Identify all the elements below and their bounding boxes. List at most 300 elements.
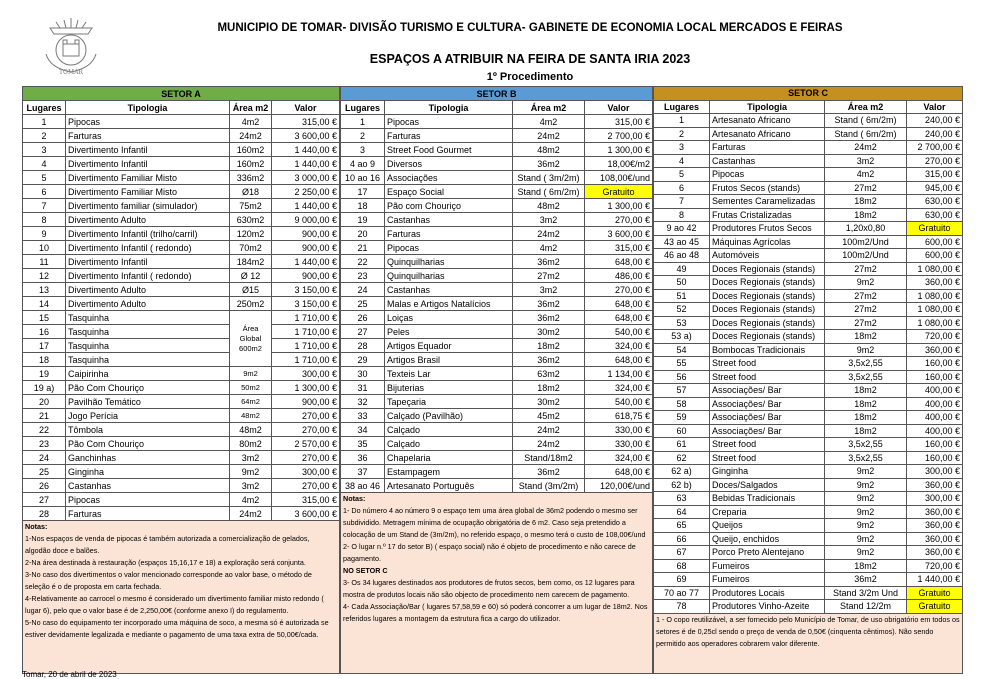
table-row [654, 303, 963, 317]
type-cell: Doces/Salgados [710, 478, 825, 492]
table-row [654, 154, 963, 168]
type-cell: Farturas [66, 507, 230, 521]
value-cell: 315,00 € [585, 115, 653, 129]
place-cell: 30 [341, 367, 385, 381]
area-cell: 18m2 [825, 411, 907, 425]
area-cell: 30m2 [513, 395, 585, 409]
table-row [654, 384, 963, 398]
table-row [23, 227, 340, 241]
place-cell: 19 [341, 213, 385, 227]
place-cell: 34 [341, 423, 385, 437]
area-cell: 36m2 [513, 297, 585, 311]
area-global-label: Área Global [239, 323, 262, 343]
document-title: ESPAÇOS A ATRIBUIR NA FEIRA DE SANTA IRIA 2023 [369, 52, 691, 66]
value-cell: 3 600,00 € [585, 227, 653, 241]
table-row [23, 297, 340, 311]
type-cell: Calçado [385, 437, 513, 451]
value-cell: 1 440,00 € [272, 143, 340, 157]
table-row [23, 493, 340, 507]
sector-title: SETOR A [23, 87, 340, 101]
type-cell: Queijo, enchidos [710, 532, 825, 546]
column-header-row [23, 101, 340, 115]
table-row [654, 276, 963, 290]
place-cell: 25 [23, 465, 66, 479]
place-cell: 16 [23, 325, 66, 339]
note-item: NO SETOR C [343, 566, 388, 575]
place-cell: 26 [341, 311, 385, 325]
value-cell: 400,00 € [907, 397, 963, 411]
value-cell: 2 570,00 € [272, 437, 340, 451]
area-cell: 630m2 [230, 213, 272, 227]
type-cell: Farturas [385, 129, 513, 143]
place-cell: 63 [654, 492, 710, 506]
value-cell: 1 134,00 € [585, 367, 653, 381]
table-row [341, 185, 653, 199]
value-cell: 1 300,00 € [585, 143, 653, 157]
type-cell: Doces Regionais (stands) [710, 316, 825, 330]
type-cell: Street Food Gourmet [385, 143, 513, 157]
note-item: 1- Do número 4 ao número 9 o espaço tem uma área global de 36m2 podendo o mesmo ser subdividido. Metragem mínima de ocupação obrigatória de 6 m2. Caso seja pretendido a colocação de um Stand de (3m/2m), no referido espaço, o mesmo terá o custo de 108,00€/und [343, 506, 646, 539]
value-cell: 720,00 € [907, 559, 963, 573]
value-cell: 160,00 € [907, 451, 963, 465]
area-cell: 9m2 [825, 505, 907, 519]
table-row [654, 195, 963, 209]
area-cell: 250m2 [230, 297, 272, 311]
place-cell: 33 [341, 409, 385, 423]
notes-block [23, 521, 340, 674]
place-cell: 58 [654, 397, 710, 411]
area-cell: 100m2/Und [825, 249, 907, 263]
table-row [654, 262, 963, 276]
table-row [341, 353, 653, 367]
place-cell: 5 [654, 168, 710, 182]
sector-title: SETOR C [654, 87, 963, 101]
table-row [23, 395, 340, 409]
type-cell: Chapelaria [385, 451, 513, 465]
value-cell: 9 000,00 € [272, 213, 340, 227]
place-cell: 14 [23, 297, 66, 311]
table-row [341, 143, 653, 157]
type-cell: Diversos [385, 157, 513, 171]
area-cell: 36m2 [513, 311, 585, 325]
place-cell: 4 [654, 154, 710, 168]
note-item: 2-Na área destinada à restauração (espaços 15,16,17 e 18) a exploração será conjunta. [25, 558, 306, 567]
table-row [341, 395, 653, 409]
place-cell: 24 [341, 283, 385, 297]
table-row [654, 478, 963, 492]
table-row [654, 397, 963, 411]
place-cell: 59 [654, 411, 710, 425]
area-cell: 24m2 [230, 507, 272, 521]
place-cell: 56 [654, 370, 710, 384]
table-row [654, 343, 963, 357]
value-cell: 360,00 € [907, 546, 963, 560]
sector-band-row [654, 87, 963, 101]
area-cell: 30m2 [513, 325, 585, 339]
type-cell: Doces Regionais (stands) [710, 303, 825, 317]
value-cell: 360,00 € [907, 276, 963, 290]
area-cell: 3m2 [513, 283, 585, 297]
area-cell: 4m2 [230, 115, 272, 129]
value-cell: 540,00 € [585, 325, 653, 339]
table-row [654, 222, 963, 236]
area-cell: Stand ( 6m/2m) [825, 127, 907, 141]
type-cell: Pipocas [385, 115, 513, 129]
type-cell: Ginginha [710, 465, 825, 479]
place-cell: 66 [654, 532, 710, 546]
sector-band-row [23, 87, 340, 101]
place-cell: 62 b) [654, 478, 710, 492]
value-cell: 324,00 € [585, 451, 653, 465]
area-cell: 336m2 [230, 171, 272, 185]
table-row [654, 181, 963, 195]
type-cell: Farturas [710, 141, 825, 155]
place-cell: 1 [654, 114, 710, 128]
area-cell: 36m2 [513, 465, 585, 479]
value-cell: 315,00 € [907, 168, 963, 182]
column-header: Valor [272, 101, 340, 115]
type-cell: Doces Regionais (stands) [710, 330, 825, 344]
place-cell: 62 a) [654, 465, 710, 479]
place-cell: 28 [23, 507, 66, 521]
place-cell: 21 [23, 409, 66, 423]
place-cell: 22 [23, 423, 66, 437]
place-cell: 12 [23, 269, 66, 283]
place-cell: 78 [654, 600, 710, 614]
place-cell: 10 [23, 241, 66, 255]
area-cell: 184m2 [230, 255, 272, 269]
table-row [341, 115, 653, 129]
table-row [654, 519, 963, 533]
value-cell: 2 700,00 € [907, 141, 963, 155]
area-cell: Stand/18m2 [513, 451, 585, 465]
type-cell: Artesanato Africano [710, 127, 825, 141]
value-cell: Gratuito [907, 222, 963, 236]
place-cell: 32 [341, 395, 385, 409]
table-row [654, 141, 963, 155]
type-cell: Divertimento familiar (simulador) [66, 199, 230, 213]
area-cell: Stand ( 3m/2m) [513, 171, 585, 185]
value-cell: 120,00€/und [585, 479, 653, 493]
place-cell: 2 [341, 129, 385, 143]
value-cell: 2 700,00 € [585, 129, 653, 143]
area-cell: 24m2 [513, 227, 585, 241]
value-cell: 3 150,00 € [272, 283, 340, 297]
note-item: 2- O lugar n.º 17 do setor B) ( espaço social) não é objeto de procedimento e não carece de pagamento. [343, 542, 636, 563]
place-cell: 9 ao 42 [654, 222, 710, 236]
table-row [654, 451, 963, 465]
table-row [23, 157, 340, 171]
place-cell: 8 [654, 208, 710, 222]
value-cell: 648,00 € [585, 311, 653, 325]
area-cell: Stand (3m/2m) [513, 479, 585, 493]
value-cell: 1 080,00 € [907, 262, 963, 276]
table-row [23, 465, 340, 479]
table-row [341, 199, 653, 213]
value-cell: 1 080,00 € [907, 289, 963, 303]
value-cell: 270,00 € [585, 213, 653, 227]
table-row [23, 199, 340, 213]
type-cell: Tasquinha [66, 325, 230, 339]
place-cell: 51 [654, 289, 710, 303]
area-cell: 9m2 [825, 465, 907, 479]
value-cell: 630,00 € [907, 195, 963, 209]
place-cell: 35 [341, 437, 385, 451]
value-cell: 1 300,00 € [585, 199, 653, 213]
type-cell: Automóveis [710, 249, 825, 263]
value-cell: 360,00 € [907, 478, 963, 492]
value-cell: 600,00 € [907, 235, 963, 249]
area-cell: 3,5x2,55 [825, 370, 907, 384]
type-cell: Artesanato Português [385, 479, 513, 493]
table-row [654, 235, 963, 249]
value-cell: 3 150,00 € [272, 297, 340, 311]
place-cell: 36 [341, 451, 385, 465]
area-cell: Stand ( 6m/2m) [825, 114, 907, 128]
type-cell: Fumeiros [710, 573, 825, 587]
table-row [23, 255, 340, 269]
value-cell: 900,00 € [272, 269, 340, 283]
area-cell: 27m2 [825, 289, 907, 303]
type-cell: Tasquinha [66, 353, 230, 367]
table-row [23, 437, 340, 451]
place-cell: 57 [654, 384, 710, 398]
value-cell: 240,00 € [907, 114, 963, 128]
area-cell: 160m2 [230, 143, 272, 157]
place-cell: 68 [654, 559, 710, 573]
table-row [23, 325, 340, 339]
table-row [341, 129, 653, 143]
column-header: Lugares [654, 100, 710, 114]
type-cell: Tasquinha [66, 311, 230, 325]
area-cell: 9m2 [825, 532, 907, 546]
column-header: Tipologia [710, 100, 825, 114]
place-cell: 20 [341, 227, 385, 241]
value-cell: 324,00 € [585, 339, 653, 353]
place-cell: 54 [654, 343, 710, 357]
type-cell: Creparia [710, 505, 825, 519]
area-cell: 3,5x2,55 [825, 438, 907, 452]
area-cell: 36m2 [513, 157, 585, 171]
value-cell: 360,00 € [907, 519, 963, 533]
place-cell: 43 ao 45 [654, 235, 710, 249]
place-cell: 18 [23, 353, 66, 367]
table-row [23, 353, 340, 367]
table-row [23, 339, 340, 353]
value-cell: 270,00 € [272, 409, 340, 423]
area-cell: 4m2 [230, 493, 272, 507]
note-item: 5-No caso do equipamento ter incorporado uma máquina de soco, a mesma só é autorizada se estiver devidamente legalizada e mediante o pagamento de uma taxa extra de 50,00€/cada. [25, 618, 329, 639]
table-row [341, 479, 653, 493]
place-cell: 61 [654, 438, 710, 452]
value-cell: 108,00€/und [585, 171, 653, 185]
table-row [23, 451, 340, 465]
table-row [654, 424, 963, 438]
place-cell: 1 [23, 115, 66, 129]
type-cell: Divertimento Infantil ( redondo) [66, 241, 230, 255]
value-cell: 1 080,00 € [907, 316, 963, 330]
column-header: Tipologia [66, 101, 230, 115]
type-cell: Castanhas [66, 479, 230, 493]
table-row [23, 283, 340, 297]
table-row [341, 311, 653, 325]
sector-b-table [340, 86, 653, 674]
place-cell: 17 [341, 185, 385, 199]
value-cell: Gratuito [585, 185, 653, 199]
area-cell: 63m2 [513, 367, 585, 381]
area-cell: 24m2 [513, 423, 585, 437]
footer-date: Tomar, 20 de abril de 2023 [22, 670, 117, 679]
table-row [23, 311, 340, 325]
place-cell: 52 [654, 303, 710, 317]
value-cell: 1 440,00 € [907, 573, 963, 587]
type-cell: Pipocas [66, 493, 230, 507]
area-cell: 18m2 [825, 208, 907, 222]
value-cell: 900,00 € [272, 395, 340, 409]
area-cell: 9m2 [825, 276, 907, 290]
area-cell: Stand 12/2m [825, 600, 907, 614]
note-item: 1-Nos espaços de venda de pipocas é também autorizada a comercialização de gelados, algodão doce e balões. [25, 534, 310, 555]
table-row [654, 411, 963, 425]
value-cell: 240,00 € [907, 127, 963, 141]
area-cell: 9m2 [230, 465, 272, 479]
area-cell: 27m2 [825, 181, 907, 195]
place-cell: 17 [23, 339, 66, 353]
table-row [654, 600, 963, 614]
area-cell: 27m2 [825, 303, 907, 317]
type-cell: Quinquilharias [385, 255, 513, 269]
table-row [23, 129, 340, 143]
value-cell: 1 300,00 € [272, 381, 340, 395]
type-cell: Divertimento Adulto [66, 283, 230, 297]
type-cell: Castanhas [385, 283, 513, 297]
type-cell: Divertimento Adulto [66, 297, 230, 311]
value-cell: 270,00 € [907, 154, 963, 168]
value-cell: 400,00 € [907, 424, 963, 438]
type-cell: Farturas [385, 227, 513, 241]
area-cell: 160m2 [230, 157, 272, 171]
type-cell: Máquinas Agrícolas [710, 235, 825, 249]
value-cell: 400,00 € [907, 411, 963, 425]
value-cell: 720,00 € [907, 330, 963, 344]
place-cell: 4 [23, 157, 66, 171]
type-cell: Sementes Caramelizadas [710, 195, 825, 209]
table-row [23, 269, 340, 283]
table-row [341, 423, 653, 437]
note-item: 4- Cada Associação/Bar ( lugares 57,58,59 e 60) só poderá concorrer a um lugar de 18m2. Nos referidos lugares a montagem da estrutura fica a cargo do utilizador. [343, 602, 648, 623]
place-cell: 23 [23, 437, 66, 451]
area-cell: 9m2 [825, 519, 907, 533]
area-cell: 4m2 [513, 241, 585, 255]
procedure-label: 1º Procedimento [486, 71, 574, 83]
value-cell: 315,00 € [585, 241, 653, 255]
notes-row [341, 493, 653, 674]
type-cell: Frutas Cristalizadas [710, 208, 825, 222]
type-cell: Associações/ Bar [710, 424, 825, 438]
place-cell: 4 ao 9 [341, 157, 385, 171]
value-cell: 3 600,00 € [272, 129, 340, 143]
column-header: Valor [585, 101, 653, 115]
sector-a-table [22, 86, 340, 674]
area-cell: 48m2 [230, 423, 272, 437]
value-cell: 300,00 € [272, 465, 340, 479]
type-cell: Texteis Lar [385, 367, 513, 381]
place-cell: 60 [654, 424, 710, 438]
type-cell: Castanhas [710, 154, 825, 168]
type-cell: Divertimento Infantil [66, 255, 230, 269]
note-item: 4-Relativamente ao carrocel o mesmo é considerado um divertimento familiar misto redondo ( lugar 6), pelo que o valor base é de 2,250,00€ (conforme anexo I) do regulamento. [25, 594, 324, 615]
table-row [341, 409, 653, 423]
place-cell: 9 [23, 227, 66, 241]
value-cell: 648,00 € [585, 255, 653, 269]
place-cell: 26 [23, 479, 66, 493]
place-cell: 25 [341, 297, 385, 311]
area-cell: 9m2 [825, 492, 907, 506]
type-cell: Produtores Locais [710, 586, 825, 600]
type-cell: Queijos [710, 519, 825, 533]
type-cell: Pipocas [66, 115, 230, 129]
value-cell: 900,00 € [272, 241, 340, 255]
place-cell: 6 [654, 181, 710, 195]
value-cell: 648,00 € [585, 353, 653, 367]
type-cell: Espaço Social [385, 185, 513, 199]
area-cell: Stand 3/2m Und [825, 586, 907, 600]
value-cell: Gratuito [907, 586, 963, 600]
area-cell: 24m2 [513, 437, 585, 451]
area-cell: 18m2 [513, 381, 585, 395]
value-cell: 2 250,00 € [272, 185, 340, 199]
place-cell: 3 [654, 141, 710, 155]
value-cell: 315,00 € [272, 493, 340, 507]
type-cell: Divertimento Familiar Misto [66, 171, 230, 185]
table-row [23, 143, 340, 157]
place-cell: 29 [341, 353, 385, 367]
area-cell: 3m2 [825, 154, 907, 168]
type-cell: Artigos Equador [385, 339, 513, 353]
type-cell: Peles [385, 325, 513, 339]
column-header: Lugares [23, 101, 66, 115]
type-cell: Artigos Brasil [385, 353, 513, 367]
type-cell: Tômbola [66, 423, 230, 437]
value-cell: 1 440,00 € [272, 255, 340, 269]
area-cell: 70m2 [230, 241, 272, 255]
table-row [23, 171, 340, 185]
place-cell: 13 [23, 283, 66, 297]
type-cell: Bebidas Tradicionais [710, 492, 825, 506]
value-cell: 360,00 € [907, 532, 963, 546]
notes-row [23, 521, 340, 674]
place-cell: 10 ao 16 [341, 171, 385, 185]
type-cell: Tapeçaria [385, 395, 513, 409]
column-header-row [654, 100, 963, 114]
table-row [23, 213, 340, 227]
place-cell: 20 [23, 395, 66, 409]
place-cell: 6 [23, 185, 66, 199]
type-cell: Caipirinha [66, 367, 230, 381]
value-cell: 1 440,00 € [272, 157, 340, 171]
value-cell: 1 710,00 € [272, 339, 340, 353]
table-row [654, 546, 963, 560]
table-row [654, 289, 963, 303]
table-row [654, 573, 963, 587]
column-header: Valor [907, 100, 963, 114]
type-cell: Bombocas Tradicionais [710, 343, 825, 357]
column-header: Área m2 [513, 101, 585, 115]
area-cell: 48m2 [230, 409, 272, 423]
area-cell: 80m2 [230, 437, 272, 451]
area-cell: 18m2 [825, 330, 907, 344]
value-cell: 630,00 € [907, 208, 963, 222]
